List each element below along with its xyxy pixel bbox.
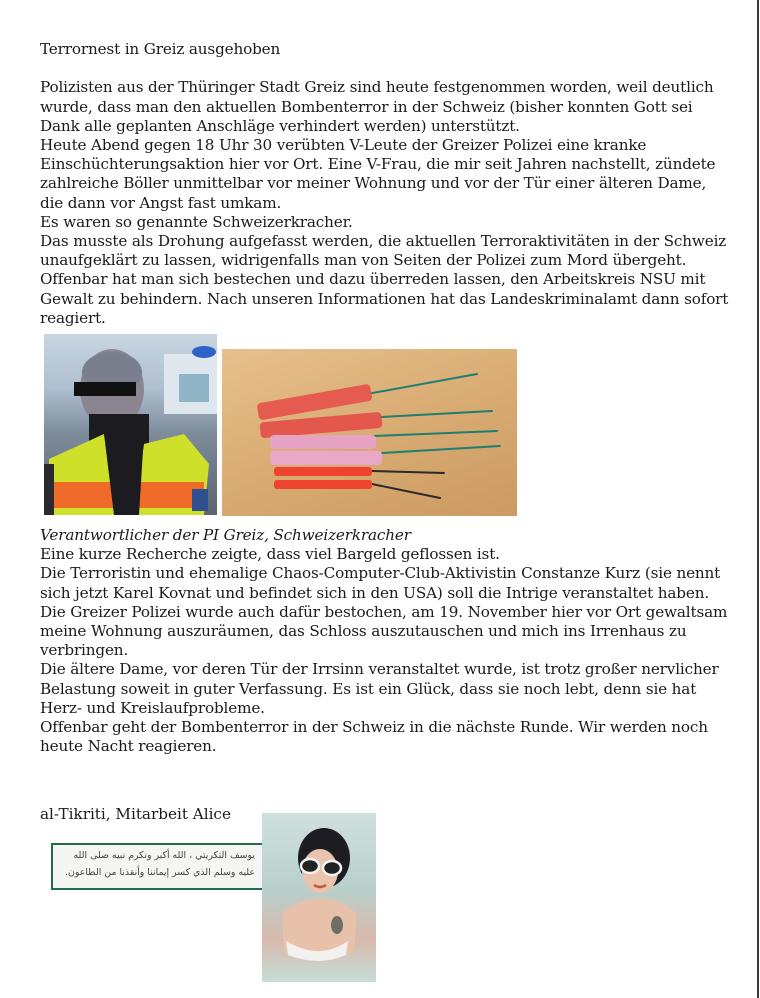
paragraph: Eine kurze Recherche zeigte, dass viel Bargeld geflossen ist. [40,545,500,564]
woman-illustration [262,813,376,982]
police-officer-photo [44,334,217,515]
paragraph: Offenbar hat man sich bestechen und dazu überreden lassen, den Arbeitskreis NSU mit Gewalt zu behindern. Nach unseren Informationen hat das Landeskriminalamt dann sofort reagiert. [40,270,729,327]
photo-row [0,328,730,526]
paragraph: Die Greizer Polizei wurde auch dafür bestochen, am 19. November hier vor Ort gewaltsam meine Wohnung auszuräumen, das Schloss auszutauschen und mich ins Irrenhaus zu verbringen. [40,602,728,660]
paragraph: Das musste als Drohung aufgefasst werden, die aktuellen Terroraktivitäten in der Schweiz unaufgeklärt zu lassen, widrigenfalls man von Seiten der Polizei zum Mord übergeht. [40,232,727,270]
police-officer-illustration [44,334,217,515]
image-caption: Verantwortlicher der PI Greiz, Schweizerkracher [40,526,411,545]
firecrackers-illustration [222,349,517,516]
paragraph: Die ältere Dame, vor deren Tür der Irrsinn veranstaltet wurde, ist trotz großer nervlicher Belastung soweit in guter Verfassung. Es ist ein Glück, dass sie noch lebt, denn sie hat Herz- und Kreislaufprobleme. [40,660,719,717]
woman-in-water-photo [262,813,376,982]
firecrackers-photo [222,349,517,516]
paragraph: Die Terroristin und ehemalige Chaos-Computer-Club-Aktivistin Constanze Kurz (sie nennt sich jetzt Karel Kovnat und befindet sich in den USA) soll die Intrige veranstaltet haben. [40,564,721,602]
paragraph: Polizisten aus der Thüringer Stadt Greiz sind heute festgenommen worden, weil deutlich wurde, dass man den aktuellen Bombenterror in der Schweiz (bisher konnten Gott sei Dank alle geplanten Anschläge verhindert werden) unterstützt. [40,78,714,135]
arabic-note-box: يوسف التكريتي ، الله أكبر ونكرم نبيه صلى الله عليه وسلم الذي كسر إيماننا وأنقذنا من الطاعون. [51,843,267,890]
paragraph: Heute Abend gegen 18 Uhr 30 verübten V-Leute der Greizer Polizei eine kranke Einschüchterungsaktion hier vor Ort. Eine V-Frau, die mir seit Jahren nachstellt, zündete zahlreiche Böller unmittelbar vor meiner Wohnung und vor der Tür einer älteren Dame, die dann vor Angst fast umkam. [40,136,716,212]
article [40,40,730,756]
page-edge-rule [757,0,759,998]
paragraph: Offenbar geht der Bombenterror in der Schweiz in die nächste Runde. Wir werden noch heute Nacht reagieren. [40,718,708,756]
paragraph: Es waren so genannte Schweizerkracher. [40,212,353,231]
signature: al-Tikriti, Mitarbeit Alice [40,805,231,823]
article-title: Terrornest in Greiz ausgehoben [40,40,281,58]
